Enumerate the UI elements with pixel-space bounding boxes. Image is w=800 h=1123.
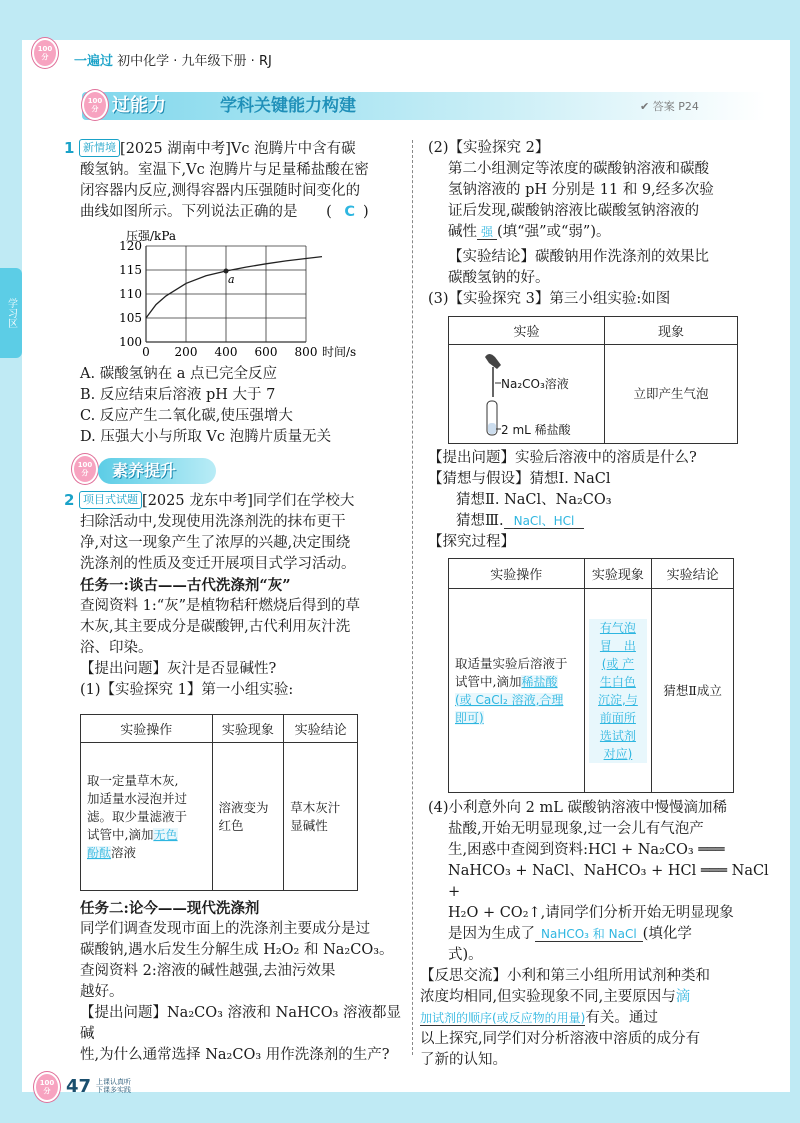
q2-number: 2	[64, 491, 75, 509]
chart-y-tick-label: 100	[119, 335, 142, 349]
table3-phen-cell	[584, 589, 652, 793]
q1-number: 1	[64, 139, 75, 157]
chart-x-axis-label: 时间/s	[322, 345, 357, 359]
q1-text-line2: 酸氢钠。室温下,Vc 泡腾片与足量稀盐酸在密	[80, 162, 369, 178]
table3-phen-line8: 对应)	[589, 745, 648, 763]
table-process	[448, 558, 734, 793]
table1-op-line2: 加适量水浸泡并过	[87, 790, 188, 806]
table1-answer-2: 酚酞	[87, 845, 112, 860]
chart-x-tick-label: 200	[174, 345, 198, 359]
table1-op-line4: 试管中,滴加	[87, 826, 154, 842]
check-icon: ✔	[640, 100, 650, 113]
table1-op-line3: 滤。取少量滤液于	[87, 808, 188, 824]
table1-op-cell	[81, 743, 213, 891]
section-badge-label: 素养提升	[112, 461, 177, 480]
right-column-top	[428, 138, 768, 310]
header-brand	[74, 50, 272, 69]
q2-exp1: (1)【实验探究 1】第一小组实验:	[80, 682, 294, 698]
page-number: 47	[66, 1076, 92, 1097]
q2-task1: 任务一:谈古——古代洗涤剂“灰”	[80, 577, 291, 594]
chart-x-tick-label: 0	[142, 345, 150, 359]
table3-header-op: 实验操作	[449, 559, 585, 589]
table3-op-line2: 试管中,滴加	[455, 673, 522, 689]
chart-ticks	[119, 239, 317, 359]
q2-line4: 洗涤剂的性质及变迁开展项目式学习活动。	[80, 556, 356, 572]
q2-line3: 净,对这一现象产生了浓厚的兴趣,决定围绕	[80, 535, 351, 551]
q4-line6-tail: (填化学	[642, 926, 692, 942]
exp2-title: (2)【实验探究 2】	[428, 140, 550, 156]
q4-line6: 是因为生成了	[448, 926, 535, 942]
table3-phen-line7: 选试剂	[589, 727, 648, 745]
table1-phen-line2: 红色	[218, 817, 244, 833]
question-1: 1 新情境 [2025 湖南中考]Vc 泡腾片中含有碳 酸氢钠。室温下,Vc 泡腾片与足量稀盐酸在密 闭容器内反应,测得容器内压强随时间变化的 曲线如图所示。下列说法正确的是 ( C )	[64, 138, 404, 223]
table1-concl-line1: 草木灰汁	[290, 799, 341, 815]
q2-task2: 任务二:论今——现代洗涤剂	[80, 900, 260, 917]
q4-line7: 式)。	[448, 947, 483, 963]
q2-ref1-line1: 查阅资料 1:“灰”是植物秸秆燃烧后得到的草	[80, 598, 361, 614]
table1-phen-cell	[212, 743, 284, 891]
question-2	[64, 490, 408, 701]
answer-reference	[640, 98, 699, 114]
reflection-line4: 以上探究,同学们对分析溶液中溶质的成分有	[420, 1031, 701, 1047]
pressure-chart	[100, 226, 360, 366]
apparatus-label-na2co3: Na₂CO₃溶液	[501, 377, 569, 391]
reflection-line2: 浓度均相同,但实验现象不同,主要原因与	[420, 989, 676, 1005]
exp2-line4: 碱性	[448, 224, 477, 240]
chart-y-tick-label: 105	[119, 311, 142, 325]
apparatus-label-hcl: 2 mL 稀盐酸	[501, 423, 571, 437]
q4-line2: 盐酸,开始无明显现象,过一会儿有气泡产	[448, 821, 704, 837]
table-exp3	[448, 316, 738, 444]
q2-line2: 扫除活动中,发现使用洗涤剂洗的抹布更干	[80, 514, 346, 530]
footer-slogan-1: 上课认真听	[96, 1078, 131, 1086]
brand-name: 一遍过	[74, 54, 114, 69]
book-subtitle: 初中化学 · 九年级下册 · RJ	[117, 54, 272, 69]
reflection-line1: 【反思交流】小利和第三小组所用试剂种类和	[420, 968, 710, 984]
q2-ask2-line2: 性,为什么通常选择 Na₂CO₃ 用作洗涤剂的生产?	[80, 1047, 390, 1063]
exp3-title: (3)【实验探究 3】第三小组实验:如图	[428, 291, 671, 307]
hypothesis-3: 猜想Ⅲ.	[456, 513, 504, 529]
table3-phen-line4: 生白色	[589, 673, 648, 691]
q2-ref2-line1: 查阅资料 2:溶液的碱性越强,去油污效果	[80, 963, 336, 979]
table3-phen-line5: 沉淀,与	[589, 691, 648, 709]
exp2-answer: 强	[477, 225, 497, 240]
section-subtitle: 学科关键能力构建	[220, 96, 356, 116]
section-logo-icon: 100 分	[82, 90, 108, 120]
section-title: 过能力	[112, 95, 166, 116]
badge-logo-icon: 100 分	[72, 454, 98, 484]
q2-ref1-line2: 木灰,其主要成分是碳酸钾,古代利用灰汁洗	[80, 619, 351, 635]
q1-text-line3: 闭容器内反应,测得容器内压强随时间变化的	[80, 183, 361, 199]
chart-point-a-label: a	[228, 272, 235, 286]
reflection-line3-tail: 有关。通过	[585, 1010, 658, 1026]
q4-block	[428, 798, 772, 966]
table3-answer-2: (或 CaCl₂ 溶液,合理	[455, 692, 564, 707]
section-badge	[98, 458, 216, 484]
chart-y-axis-label: 压强/kPa	[126, 229, 177, 243]
q1-answer: C	[344, 204, 356, 220]
hypothesis-1: 【猜想与假设】猜想Ⅰ. NaCl	[428, 471, 611, 487]
hand-icon	[485, 354, 501, 369]
q4-line3: 生,困惑中查阅到资料:HCl + Na₂CO₃ ═══	[448, 842, 725, 858]
table1-concl-cell	[284, 743, 358, 891]
chart-x-tick-label: 800	[294, 345, 318, 359]
reflection-line5: 了新的认知。	[420, 1052, 507, 1068]
q4-answer: NaHCO₃ 和 NaCl	[535, 927, 643, 942]
table2-header-phen: 现象	[604, 317, 737, 345]
chart-y-tick-label: 110	[119, 287, 142, 301]
table-exp1	[80, 714, 358, 891]
q4-line4: NaHCO₃ + NaCl、NaHCO₃ + HCl ═══ NaCl +	[448, 863, 769, 900]
table1-header-phen: 实验现象	[212, 715, 284, 743]
table1-header-concl: 实验结论	[284, 715, 358, 743]
chart-y-tick-label: 115	[119, 263, 142, 277]
table3-phen-line6: 前面所	[589, 709, 648, 727]
exp2-line2: 氢钠溶液的 pH 分别是 11 和 9,经多次验	[448, 182, 714, 198]
table3-answer-3: 即可)	[455, 710, 484, 725]
hypothesis-3-answer: NaCl、HCl	[504, 514, 585, 529]
q2-task2-block	[80, 898, 410, 1066]
footer-logo-icon: 100 分	[34, 1072, 60, 1102]
q1-tag: 新情境	[79, 139, 120, 157]
table3-header-concl: 实验结论	[652, 559, 734, 589]
q1-option-c: C. 反应产生二氧化碳,使压强增大	[80, 408, 293, 424]
q4-line1: (4)小利意外向 2 mL 碳酸钠溶液中慢慢滴加稀	[428, 800, 727, 816]
chart-x-tick-label: 600	[254, 345, 278, 359]
chart-series-line	[146, 257, 322, 318]
q2-ask2-line1: 【提出问题】Na₂CO₃ 溶液和 NaHCO₃ 溶液都显碱	[80, 1005, 402, 1042]
q2-line1: [2025 龙东中考]同学们在学校大	[142, 493, 355, 509]
q1-option-a: A. 碳酸氢钠在 a 点已完全反应	[80, 366, 278, 382]
q2-ref2-line2: 越好。	[80, 984, 124, 1000]
table1-answer-1: 无色	[153, 827, 178, 842]
q2-task2-line1: 同学们调查发现市面上的洗涤剂主要成分是过	[80, 921, 370, 937]
q2-question: 【提出问题】灰汁是否显碱性?	[80, 661, 277, 677]
reflection-answer-part2: 加试剂的顺序(或反应物的用量)	[420, 1011, 586, 1025]
answer-ref-text: 答案 P24	[652, 100, 699, 113]
table3-phen-line1: 有气泡	[589, 619, 648, 637]
q4-line5: H₂O + CO₂↑,请同学们分析开始无明显现象	[448, 905, 734, 921]
table3-header-phen: 实验现象	[584, 559, 652, 589]
table1-op-tail: 溶液	[111, 844, 137, 860]
footer-slogan	[96, 1078, 131, 1094]
footer-slogan-2: 下课多实践	[96, 1086, 131, 1094]
reflection-block	[420, 966, 772, 1071]
q1-option-d: D. 压强大小与所取 Vc 泡腾片质量无关	[80, 429, 332, 445]
table1-header-op: 实验操作	[81, 715, 213, 743]
chart-y-tick-label: 120	[119, 239, 142, 253]
table3-answer-1: 稀盐酸	[521, 674, 558, 689]
table2-header-exp: 实验	[449, 317, 605, 345]
table3-phen-line3: (或 产	[589, 655, 648, 673]
table3-op-line1: 取适量实验后溶液于	[455, 655, 568, 671]
q2-task2-line2: 碳酸钠,遇水后发生分解生成 H₂O₂ 和 Na₂CO₃。	[80, 942, 394, 958]
side-tab-study-area	[0, 268, 22, 358]
exp2-conclusion-line1: 【实验结论】碳酸钠用作洗涤剂的效果比	[448, 249, 709, 265]
q2-tag: 项目式试题	[79, 491, 142, 509]
q1-option-b: B. 反应结束后溶液 pH 大于 7	[80, 387, 276, 403]
exp3-question: 【提出问题】实验后溶液中的溶质是什么?	[428, 450, 697, 466]
reflection-answer-part1: 滴	[675, 989, 691, 1005]
hypothesis-block	[428, 448, 768, 553]
column-divider	[412, 140, 413, 1055]
liquid-icon	[488, 423, 496, 434]
chart-x-tick-label: 400	[214, 345, 238, 359]
table2-apparatus-cell	[449, 345, 605, 444]
hypothesis-2: 猜想Ⅱ. NaCl、Na₂CO₃	[456, 492, 612, 508]
table3-concl-cell: 猜想Ⅱ成立	[652, 589, 734, 793]
exp2-line3: 证后发现,碳酸钠溶液比碳酸氢钠溶液的	[448, 203, 700, 219]
table1-concl-line2: 显碱性	[290, 817, 328, 833]
q2-ref1-line3: 浴、印染。	[80, 640, 153, 656]
table2-phen-cell: 立即产生气泡	[604, 345, 737, 444]
table1-phen-line1: 溶液变为	[218, 799, 269, 815]
q1-text-line4: 曲线如图所示。下列说法正确的是	[80, 204, 298, 220]
side-tab-label: 学习区	[5, 298, 17, 328]
table3-op-cell	[449, 589, 585, 793]
brand-logo-icon: 100 分	[32, 38, 58, 68]
process-title: 【探究过程】	[428, 534, 515, 550]
exp2-conclusion-line2: 碳酸氢钠的好。	[448, 270, 550, 286]
table3-phen-line2: 冒 出	[589, 637, 648, 655]
q1-text-line1: [2025 湖南中考]Vc 泡腾片中含有碳	[120, 141, 356, 157]
exp2-line1: 第二小组测定等浓度的碳酸钠溶液和碳酸	[448, 161, 709, 177]
q1-options	[80, 364, 410, 448]
exp2-line4-tail: (填“强”或“弱”)。	[497, 224, 611, 240]
table1-op-line1: 取一定量草木灰,	[87, 772, 179, 788]
